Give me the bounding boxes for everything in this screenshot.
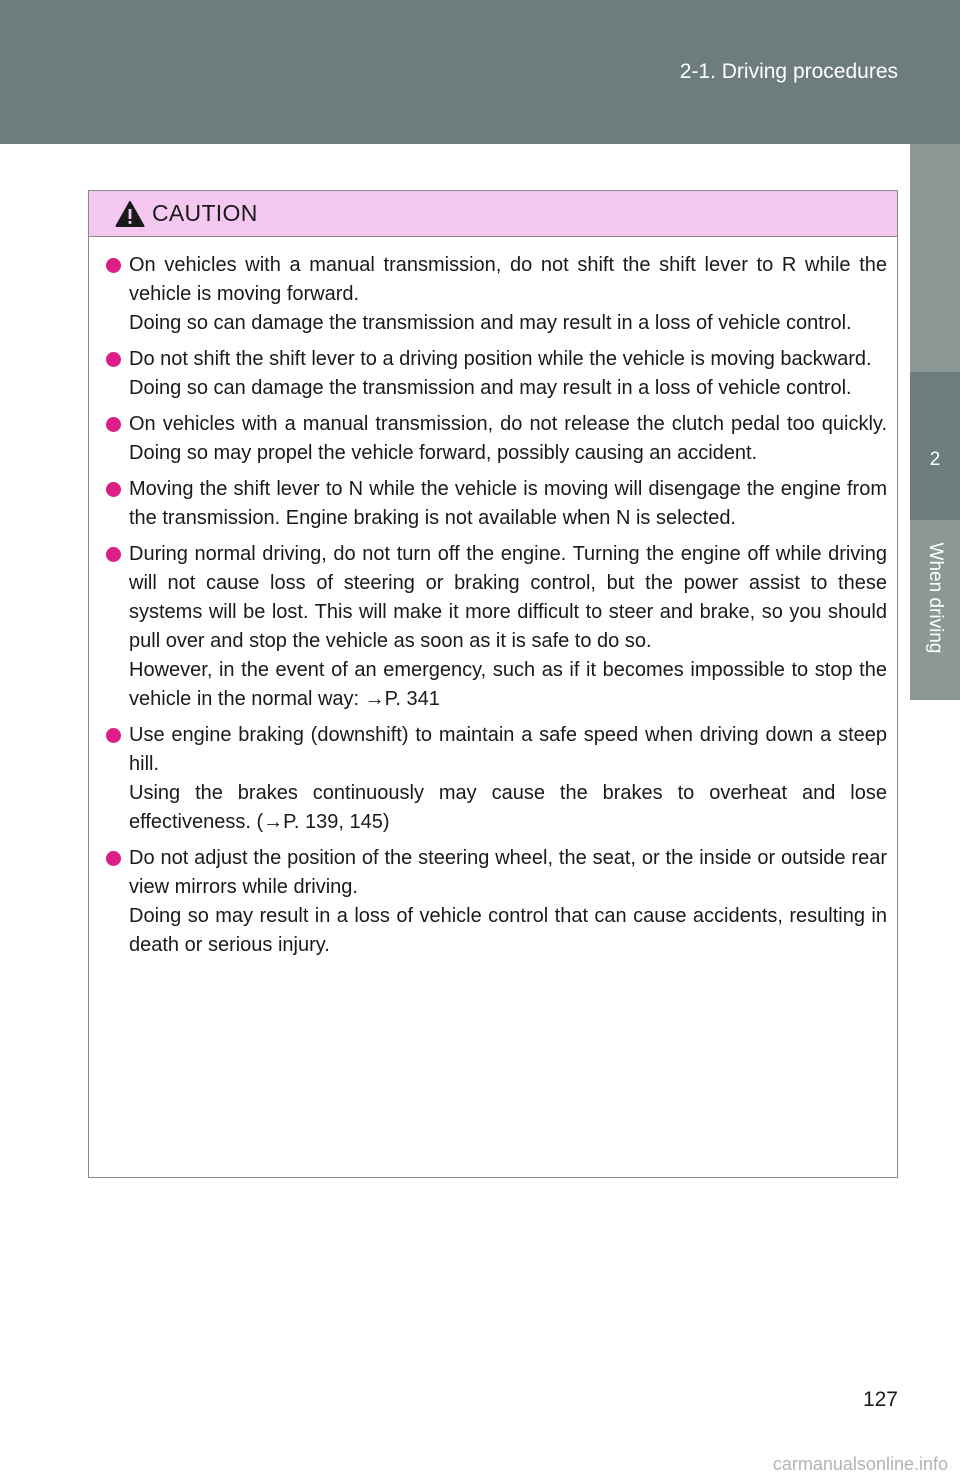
watermark: carmanualsonline.info — [772, 1454, 948, 1474]
page-number: 127 — [862, 1388, 898, 1411]
bullet-icon — [106, 258, 121, 273]
caution-paragraph: Doing so can damage the transmission and may result in a loss of vehicle control. — [129, 312, 852, 334]
caution-paragraph: On vehicles with a manual transmission, do not shift the shift lever to R while the vehicle is moving forward. — [129, 254, 887, 305]
bullet-icon — [106, 547, 121, 562]
caution-paragraph: During normal driving, do not turn off the engine. Turning the engine off while driving will not cause loss of steering or braking control, but the power assist to these systems will be lost. This will make it more difficult to steer and brake, so you should pull over and stop the vehicle as soon as it is safe to do so. — [129, 543, 887, 652]
bullet-icon — [106, 728, 121, 743]
caution-paragraph: On vehicles with a manual transmission, do not release the clutch pedal too quickly. Doing so may propel the vehicle forward, possibly causing an accident. — [129, 413, 887, 464]
caution-paragraph: Use engine braking (downshift) to maintain a safe speed when driving down a steep hill. — [129, 724, 887, 775]
caution-list — [89, 237, 897, 960]
caution-item — [106, 844, 887, 960]
caution-paragraph: Do not shift the shift lever to a driving position while the vehicle is moving backward. — [129, 348, 872, 370]
caution-item — [106, 475, 887, 533]
caution-box — [88, 190, 898, 1178]
bullet-icon — [106, 482, 121, 497]
caution-header — [89, 191, 897, 237]
caution-paragraph: Using the brakes continuously may cause the brakes to overheat and lose effectiveness. (→P. 139, 145) — [129, 782, 887, 833]
caution-item — [106, 721, 887, 837]
caution-paragraph: Moving the shift lever to N while the vehicle is moving will disengage the engine from the transmission. Engine braking is not available when N is selected. — [129, 478, 887, 529]
caution-item — [106, 345, 887, 403]
caution-item — [106, 410, 887, 468]
caution-paragraph: Do not adjust the position of the steering wheel, the seat, or the inside or outside rear view mirrors while driving. — [129, 847, 887, 898]
section-title: 2-1. Driving procedures — [679, 60, 898, 83]
caution-paragraph: However, in the event of an emergency, such as if it becomes impossible to stop the vehicle in the normal way: →P. 341 — [129, 659, 887, 710]
bullet-icon — [106, 851, 121, 866]
warning-triangle-icon — [115, 200, 145, 228]
caution-paragraph: Doing so can damage the transmission and may result in a loss of vehicle control. — [129, 377, 852, 399]
bullet-icon — [106, 417, 121, 432]
caution-item — [106, 251, 887, 338]
chapter-label: When driving — [925, 542, 946, 654]
caution-paragraph: Doing so may result in a loss of vehicle control that can cause accidents, resulting in death or serious injury. — [129, 905, 887, 956]
side-tab-upper — [910, 144, 960, 372]
caution-item — [106, 540, 887, 714]
chapter-number: 2 — [910, 372, 960, 520]
caution-title: CAUTION — [152, 200, 258, 226]
bullet-icon — [106, 352, 121, 367]
